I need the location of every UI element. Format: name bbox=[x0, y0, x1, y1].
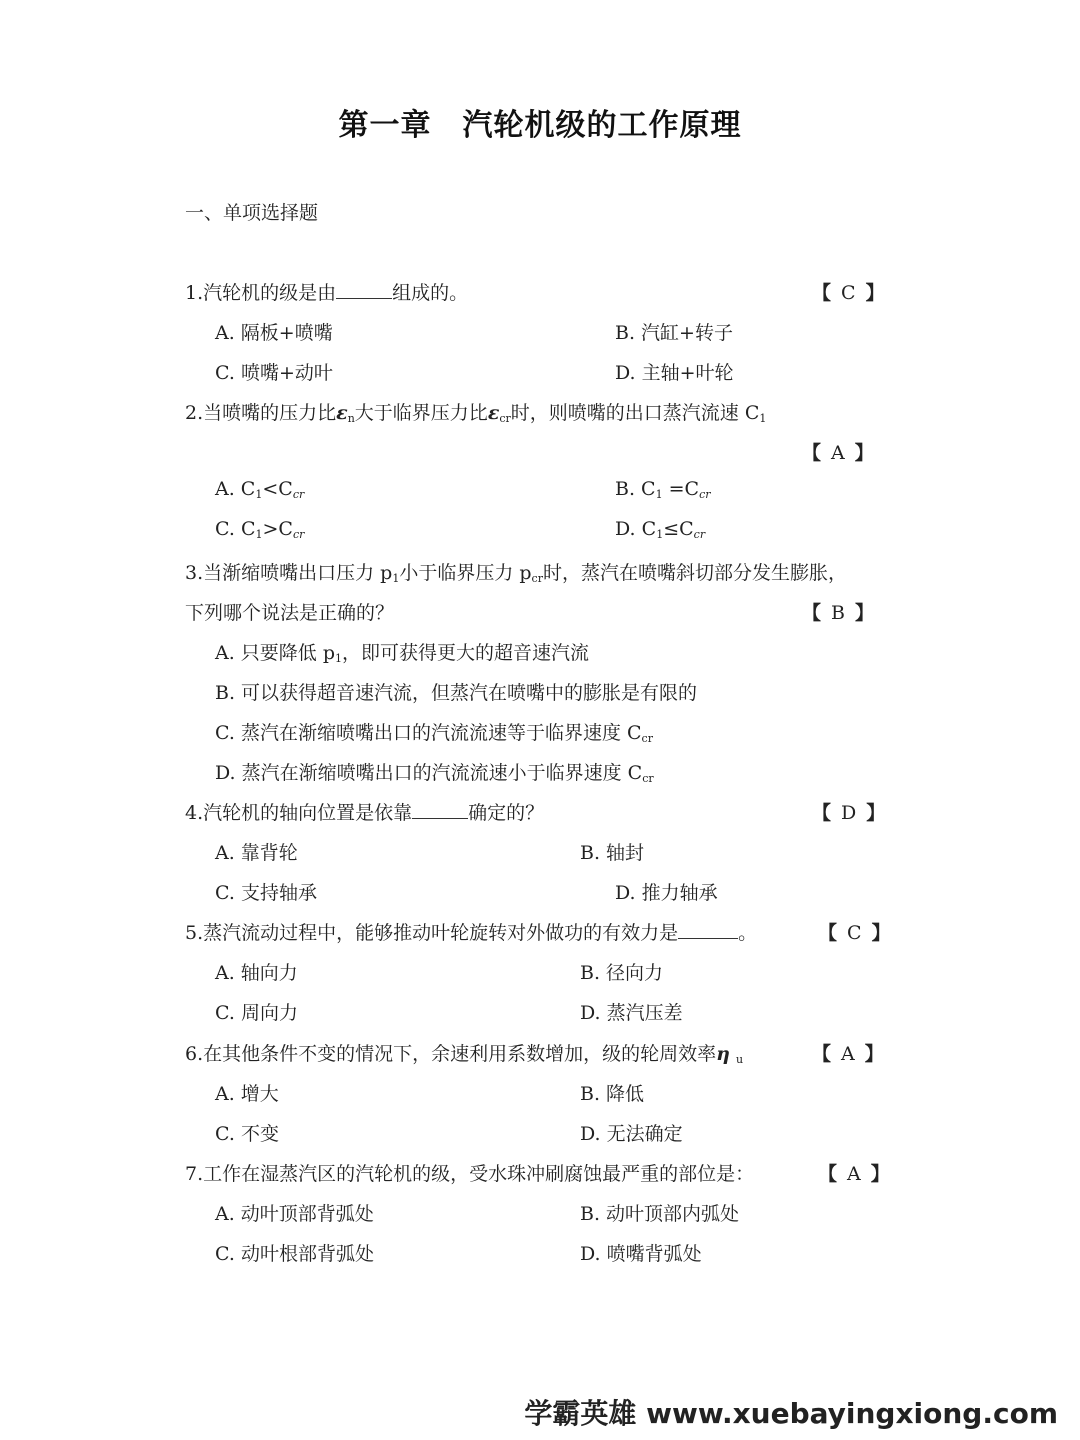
q5-option-d: D. 蒸汽压差 bbox=[580, 1002, 683, 1024]
answer-5: 【 C 】 bbox=[818, 922, 891, 944]
page-title: 第一章 汽轮机级的工作原理 bbox=[338, 108, 742, 143]
answer-7: 【 A 】 bbox=[818, 1163, 890, 1185]
question-7: 7.工作在湿蒸汽区的汽轮机的级，受水珠冲刷腐蚀最严重的部位是： bbox=[185, 1163, 755, 1185]
q7-option-b: B. 动叶顶部内弧处 bbox=[580, 1203, 740, 1225]
q7-option-c: C. 动叶根部背弧处 bbox=[215, 1243, 374, 1265]
q6-option-b: B. 降低 bbox=[580, 1083, 645, 1105]
q1-option-a: A. 隔板+喷嘴 bbox=[215, 322, 333, 344]
q2-option-b: B. $C_1 =C_{cr}$ bbox=[615, 478, 711, 501]
footer-watermark: 学霸英雄 www.xuebayingxiong.com bbox=[524, 1397, 1058, 1430]
q1-option-d: D. 主轴+叶轮 bbox=[615, 362, 734, 384]
q1-option-c: C. 喷嘴+动叶 bbox=[215, 362, 333, 384]
question-4: 4.汽轮机的轴向位置是依靠 确定的？ bbox=[185, 802, 545, 824]
q3-option-c: C. 蒸汽在渐缩喷嘴出口的汽流流速等于临界速度 $C_{cr}$ bbox=[215, 722, 653, 745]
q7-option-a: A. 动叶顶部背弧处 bbox=[215, 1203, 374, 1225]
q5-option-c: C. 周向力 bbox=[215, 1002, 298, 1024]
answer-2: 【 A 】 bbox=[802, 442, 874, 464]
q3-option-d: D. 蒸汽在渐缩喷嘴出口的汽流流速小于临界速度 $C_{cr}$ bbox=[215, 762, 654, 785]
section-heading: 一、单项选择题 bbox=[185, 202, 319, 224]
q4-option-c: C. 支持轴承 bbox=[215, 882, 317, 904]
q2-option-c: C. $C_1>C_{cr}$ bbox=[215, 518, 305, 541]
answer-blank bbox=[336, 282, 392, 299]
q4-option-d: D. 推力轴承 bbox=[615, 882, 718, 904]
q6-option-d: D. 无法确定 bbox=[580, 1123, 683, 1145]
q7-option-d: D. 喷嘴背弧处 bbox=[580, 1243, 702, 1265]
answer-4: 【 D 】 bbox=[812, 802, 886, 824]
answer-3: 【 B 】 bbox=[802, 602, 874, 624]
q2-option-d: D. $C_1\le C_{cr}$ bbox=[615, 518, 706, 541]
q4-option-b: B. 轴封 bbox=[580, 842, 645, 864]
question-3-line-2: 下列哪个说法是正确的？ bbox=[185, 602, 395, 624]
answer-1: 【 C 】 bbox=[812, 282, 885, 304]
q2-option-a: A. $C_1<C_{cr}$ bbox=[215, 478, 305, 501]
question-2: 2.当喷嘴的压力比$\varepsilon_n$大于临界压力比$\varepsilon_{cr}$时，则喷嘴的出口蒸汽流速 $C_1$ bbox=[185, 402, 767, 425]
q3-option-a: A. 只要降低 $p_1$，即可获得更大的超音速汽流 bbox=[215, 642, 590, 665]
q4-option-a: A. 靠背轮 bbox=[215, 842, 298, 864]
q1-option-b: B. 汽缸+转子 bbox=[615, 322, 733, 344]
question-3-line-1: 3.当渐缩喷嘴出口压力 $p_1$小于临界压力 $p_{cr}$时，蒸汽在喷嘴斜切部分发生膨胀， bbox=[185, 562, 847, 585]
q5-option-a: A. 轴向力 bbox=[215, 962, 298, 984]
q3-option-b: B. 可以获得超音速汽流，但蒸汽在喷嘴中的膨胀是有限的 bbox=[215, 682, 698, 704]
question-5: 5.蒸汽流动过程中，能够推动叶轮旋转对外做功的有效力是 。 bbox=[185, 922, 758, 944]
answer-6: 【 A 】 bbox=[812, 1043, 884, 1065]
q6-option-a: A. 增大 bbox=[215, 1083, 279, 1105]
question-6: 6.在其他条件不变的情况下，余速利用系数增加，级的轮周效率η $_u$ bbox=[185, 1043, 744, 1066]
q5-option-b: B. 径向力 bbox=[580, 962, 664, 984]
question-1: 1.汽轮机的级是由 组成的。 bbox=[185, 282, 469, 304]
q6-option-c: C. 不变 bbox=[215, 1123, 279, 1145]
